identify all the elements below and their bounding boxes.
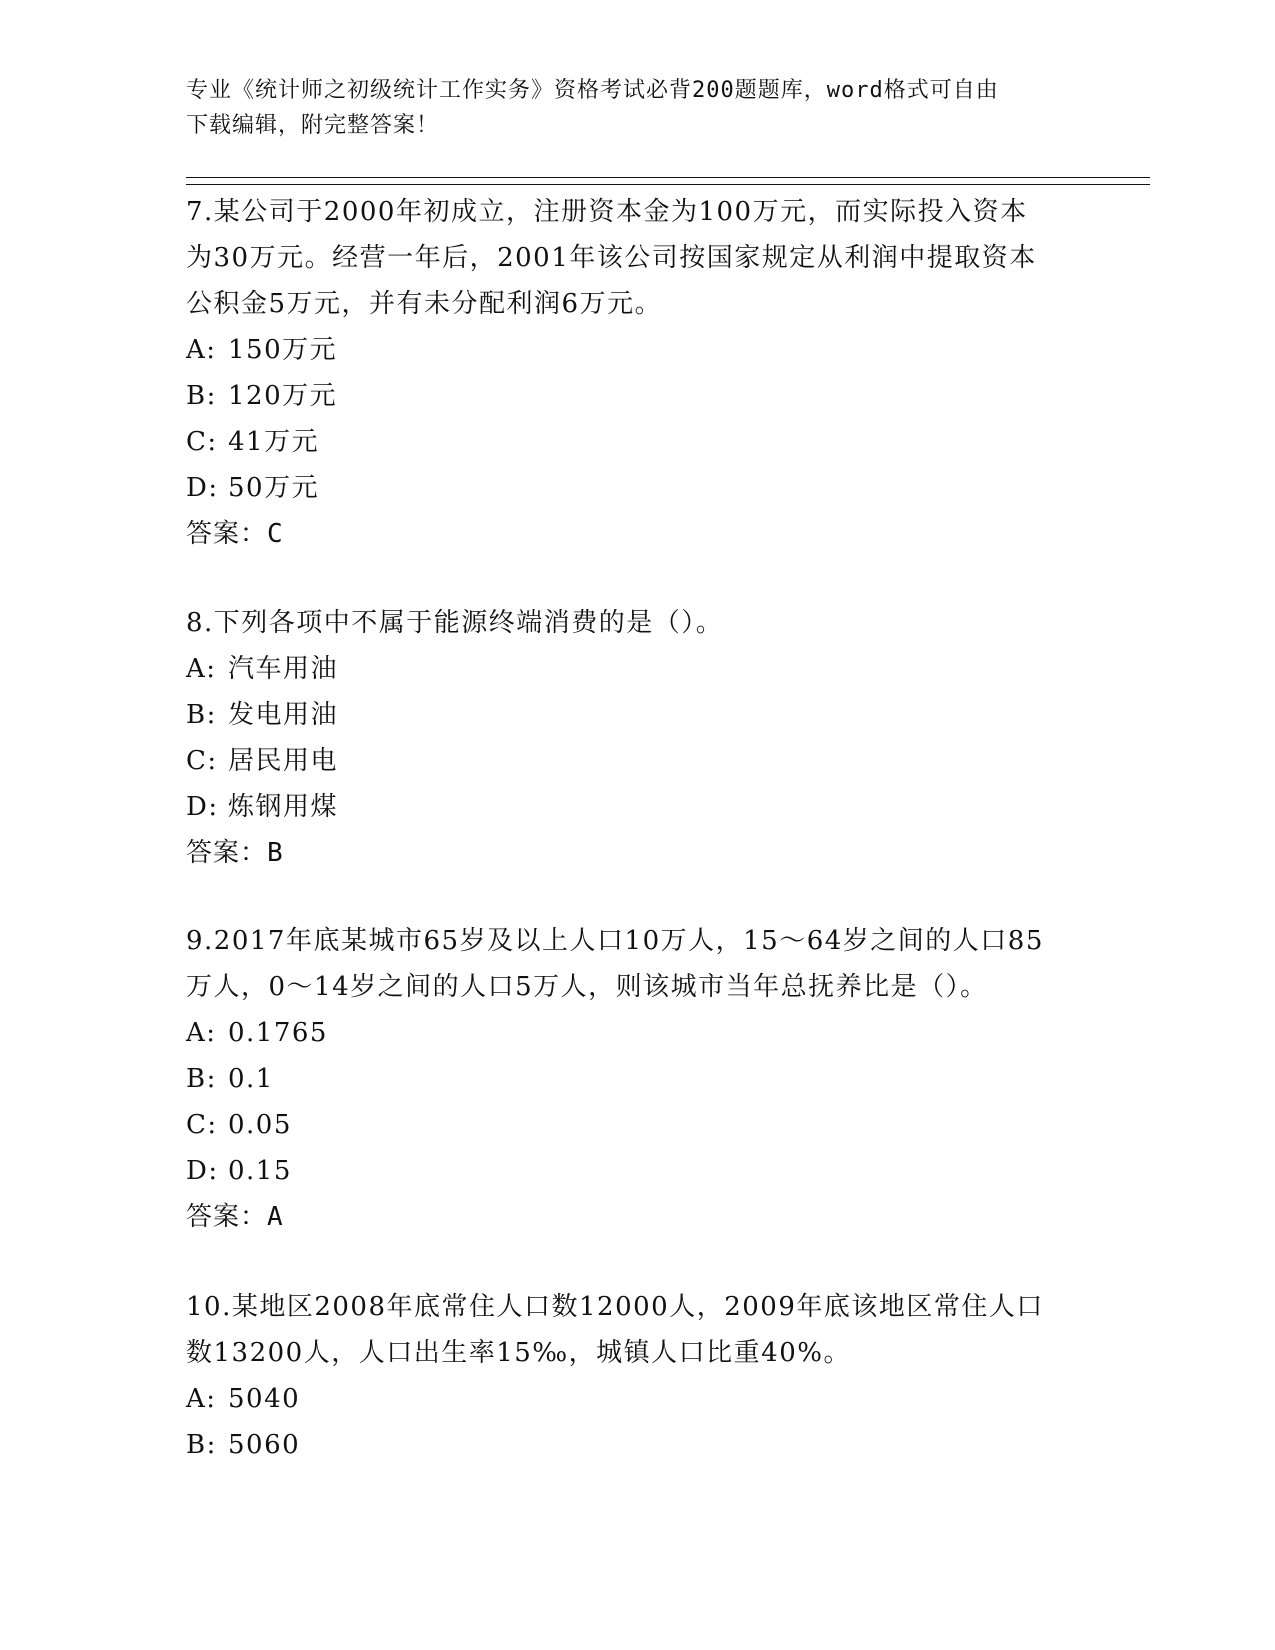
option-label: C: — [186, 427, 218, 457]
option-text: 5040 — [228, 1384, 301, 1414]
option-c — [186, 738, 1086, 784]
option-d — [186, 1148, 1086, 1194]
option-c — [186, 1102, 1086, 1148]
option-label: B: — [186, 1064, 217, 1094]
answer-line: 答案：A — [186, 1202, 284, 1232]
option-text: 0.1765 — [228, 1018, 328, 1048]
header-divider-top — [186, 177, 1150, 178]
header-line-2: 下载编辑，附完整答案！ — [186, 113, 440, 138]
option-a — [186, 1010, 1086, 1056]
header-divider-bottom — [186, 184, 1150, 185]
question-stem-line: 数13200人，人口出生率15‰，城镇人口比重40%。 — [186, 1338, 851, 1368]
option-label: D: — [186, 1156, 219, 1186]
option-b — [186, 692, 1086, 738]
answer-line: 答案：C — [186, 519, 284, 549]
question-10 — [186, 1284, 1086, 1468]
option-label: B: — [186, 1430, 217, 1460]
option-text: 41万元 — [228, 427, 320, 457]
option-label: B: — [186, 700, 217, 730]
option-text: 120万元 — [228, 381, 338, 411]
question-7 — [186, 189, 1086, 557]
question-stem-line: 公积金5万元，并有未分配利润6万元。 — [186, 289, 663, 319]
option-label: D: — [186, 473, 219, 503]
option-text: 炼钢用煤 — [228, 792, 339, 822]
option-a — [186, 646, 1086, 692]
option-label: A: — [186, 1018, 217, 1048]
option-b — [186, 373, 1086, 419]
option-d — [186, 784, 1086, 830]
option-text: 0.15 — [228, 1156, 292, 1186]
option-b — [186, 1056, 1086, 1102]
question-stem-line: 8.下列各项中不属于能源终端消费的是（）。 — [186, 608, 724, 638]
answer-line: 答案：B — [186, 838, 284, 868]
option-text: 50万元 — [228, 473, 320, 503]
option-label: A: — [186, 654, 217, 684]
option-text: 发电用油 — [228, 700, 339, 730]
option-a — [186, 327, 1086, 373]
option-label: A: — [186, 335, 217, 365]
option-label: C: — [186, 746, 218, 776]
question-stem-line: 为30万元。经营一年后，2001年该公司按国家规定从利润中提取资本 — [186, 243, 1037, 273]
option-text: 居民用电 — [228, 746, 339, 776]
option-text: 150万元 — [228, 335, 338, 365]
option-text: 0.05 — [228, 1110, 292, 1140]
option-label: A: — [186, 1384, 217, 1414]
question-stem-line: 9.2017年底某城市65岁及以上人口10万人，15～64岁之间的人口85 — [186, 926, 1044, 956]
question-stem-line: 10.某地区2008年底常住人口数12000人，2009年底该地区常住人口 — [186, 1292, 1044, 1322]
header-line-1: 专业《统计师之初级统计工作实务》资格考试必背200题题库，word格式可自由 — [186, 78, 999, 103]
option-a — [186, 1376, 1086, 1422]
document-header — [186, 73, 1066, 143]
question-stem-line: 万人，0～14岁之间的人口5万人，则该城市当年总抚养比是（）。 — [186, 972, 988, 1002]
option-c — [186, 419, 1086, 465]
option-text: 0.1 — [228, 1064, 274, 1094]
option-label: C: — [186, 1110, 218, 1140]
option-text: 汽车用油 — [228, 654, 339, 684]
option-b — [186, 1422, 1086, 1468]
question-8 — [186, 600, 1086, 876]
question-stem-line: 7.某公司于2000年初成立，注册资本金为100万元，而实际投入资本 — [186, 197, 1028, 227]
option-label: B: — [186, 381, 217, 411]
option-label: D: — [186, 792, 219, 822]
question-9 — [186, 918, 1086, 1240]
option-text: 5060 — [228, 1430, 301, 1460]
option-d — [186, 465, 1086, 511]
